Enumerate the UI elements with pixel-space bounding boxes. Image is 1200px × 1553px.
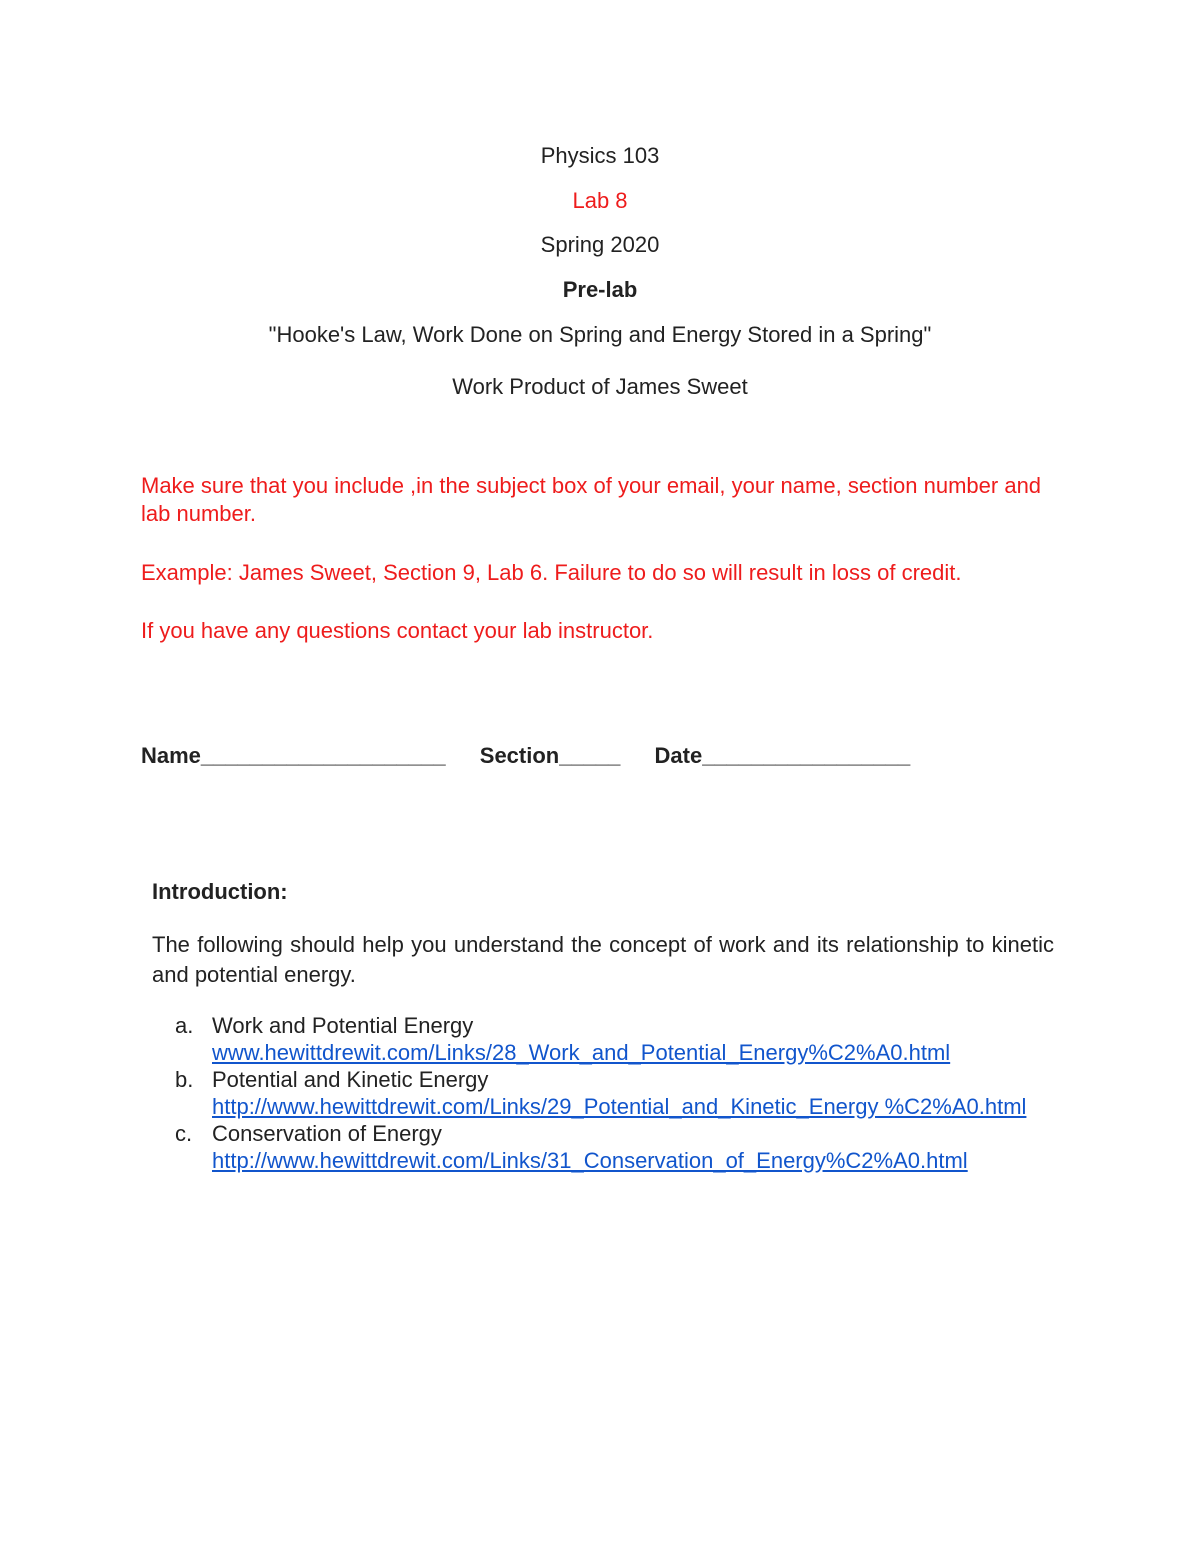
resource-link[interactable]: http://www.hewittdrewit.com/Links/29_Potential_and_Kinetic_Energy %C2%A0.html [212,1094,1027,1119]
resource-list [175,1012,1055,1174]
lab-number: Lab 8 [572,188,628,213]
resource-link[interactable]: http://www.hewittdrewit.com/Links/31_Conservation_of_Energy%C2%A0.html [212,1148,968,1173]
student-fields [141,742,910,770]
term: Spring 2020 [540,232,660,257]
name-field[interactable]: Name____________________ [141,743,446,768]
introduction-text: The following should help you understand the concept of work and its relationship to kinetic and potential energy. [152,932,1054,987]
list-item [175,1120,1055,1174]
email-example: Example: James Sweet, Section 9, Lab 6. Failure to do so will result in loss of credit. [141,560,962,585]
list-marker: b. [175,1067,194,1092]
resource-label: Potential and Kinetic Energy [212,1067,489,1092]
lab-title: "Hooke's Law, Work Done on Spring and Energy Stored in a Spring" [268,322,932,347]
list-item [175,1066,1055,1120]
list-item [175,1012,1055,1066]
resource-label: Conservation of Energy [212,1121,442,1146]
date-field[interactable]: Date_________________ [654,743,911,768]
email-instructions: Make sure that you include ,in the subject box of your email, your name, section number and lab number. [141,473,1042,526]
contact-instructions: If you have any questions contact your lab instructor. [141,618,654,643]
document-type: Pre-lab [562,277,638,302]
author-line: Work Product of James Sweet [452,374,748,399]
list-marker: c. [175,1121,193,1146]
list-marker: a. [175,1013,194,1038]
resource-label: Work and Potential Energy [212,1013,474,1038]
section-field[interactable]: Section_____ [479,743,621,768]
introduction-heading: Introduction: [152,879,288,904]
resource-link[interactable]: www.hewittdrewit.com/Links/28_Work_and_Potential_Energy%C2%A0.html [212,1040,951,1065]
course-title: Physics 103 [540,143,660,168]
